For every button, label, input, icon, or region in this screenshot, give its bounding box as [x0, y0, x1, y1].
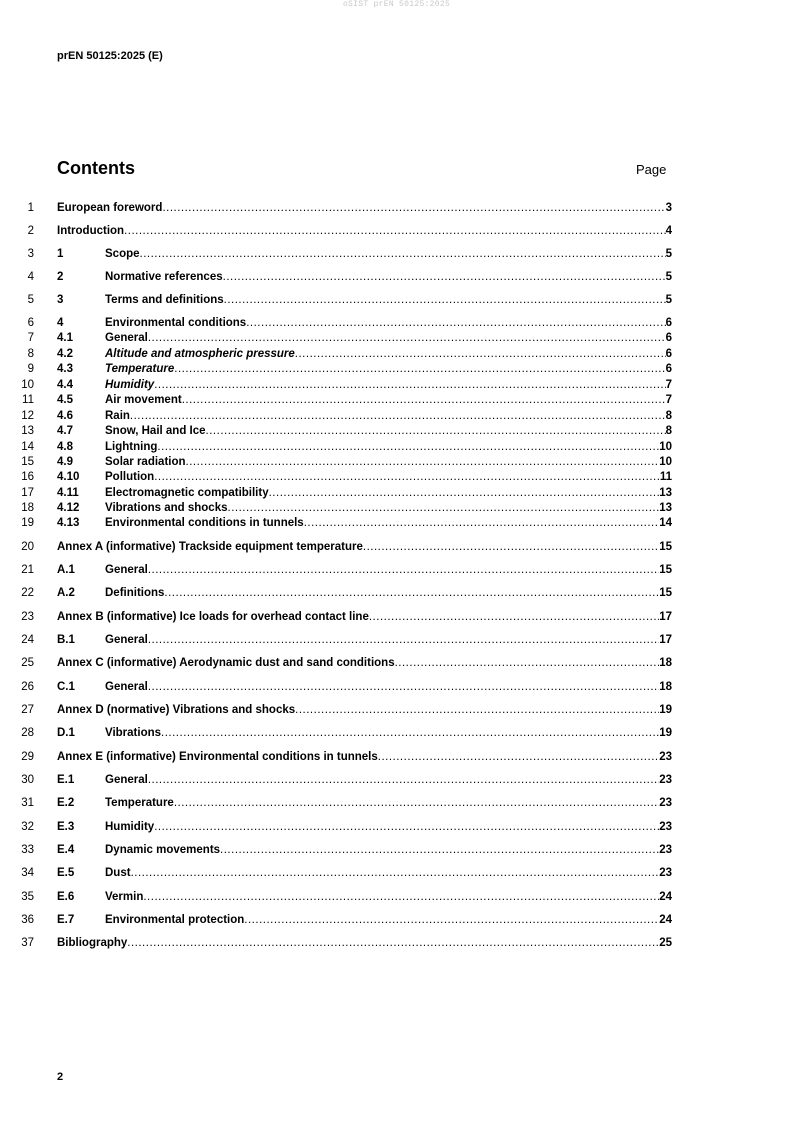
toc-entry-title: General: [105, 634, 148, 646]
toc-entry-page: 6: [665, 363, 672, 375]
toc-entry-number: 3: [57, 294, 64, 306]
toc-entry-number: E.2: [57, 797, 75, 809]
line-number: 16: [21, 471, 34, 483]
toc-entry-number: 4.2: [57, 348, 73, 360]
line-number: 23: [21, 611, 34, 623]
toc-entry-number: D.1: [57, 727, 75, 739]
toc-entry-number: 4.12: [57, 502, 80, 514]
toc-entry-title: Rain: [105, 410, 130, 422]
toc-entry-title: Environmental protection: [105, 914, 245, 926]
dot-leader: [161, 726, 659, 740]
toc-entry-page: 18: [659, 681, 672, 693]
dot-leader: [174, 796, 659, 810]
toc-entry-link[interactable]: [57, 440, 672, 454]
line-number: 12: [21, 410, 34, 422]
toc-entry-title: Altitude and atmospheric pressure: [105, 348, 295, 360]
toc-row: [0, 409, 793, 423]
toc-entry-link[interactable]: [57, 866, 672, 880]
dot-leader: [164, 586, 659, 600]
line-number: 8: [27, 348, 34, 360]
toc-entry-title: General: [105, 681, 148, 693]
toc-entry-title: Environmental conditions: [105, 317, 247, 329]
toc-entry-link[interactable]: [57, 424, 672, 438]
toc-entry-number: 4.13: [57, 517, 80, 529]
line-number: 33: [21, 844, 34, 856]
line-number: 5: [27, 294, 34, 306]
toc-entry-title: Bibliography: [57, 937, 128, 949]
toc-entry-page: 25: [659, 937, 672, 949]
line-number: 9: [27, 363, 34, 375]
toc-entry-link[interactable]: [57, 750, 672, 764]
toc-entry-link[interactable]: [57, 610, 672, 624]
line-number: 6: [27, 317, 34, 329]
toc-entry-title: General: [105, 564, 148, 576]
dot-leader: [124, 224, 666, 238]
toc-entry-title: Normative references: [105, 271, 223, 283]
toc-entry-number: A.1: [57, 564, 75, 576]
toc-entry-title: Annex D (normative) Vibrations and shocks: [57, 704, 296, 716]
toc-entry-title: Scope: [105, 248, 140, 260]
toc-entry-link[interactable]: [57, 362, 672, 376]
toc-entry-link[interactable]: [57, 633, 672, 647]
dot-leader: [378, 750, 659, 764]
toc-entry-link[interactable]: [57, 331, 672, 345]
toc-entry-title: Dust: [105, 867, 131, 879]
toc-entry-number: 4.11: [57, 487, 79, 499]
toc-entry-title: European foreword: [57, 202, 163, 214]
toc-entry-link[interactable]: [57, 563, 672, 577]
toc-entry-link[interactable]: [57, 247, 672, 261]
toc-entry-link[interactable]: [57, 820, 672, 834]
line-number: 10: [21, 379, 34, 391]
toc-entry-link[interactable]: [57, 656, 672, 670]
toc-entry-link[interactable]: [57, 843, 672, 857]
toc-entry-page: 15: [659, 564, 672, 576]
toc-entry-number: 4.8: [57, 441, 73, 453]
dot-leader: [154, 820, 659, 834]
line-number: 34: [21, 867, 34, 879]
line-number: 26: [21, 681, 34, 693]
line-number: 20: [21, 541, 34, 553]
line-number: 31: [21, 797, 34, 809]
toc-entry-title: Vibrations: [105, 727, 162, 739]
toc-entry-page: 23: [659, 867, 672, 879]
dot-leader: [295, 703, 659, 717]
toc-entry-number: E.1: [57, 774, 75, 786]
dot-leader: [363, 540, 659, 554]
toc-entry-title: Terms and definitions: [105, 294, 224, 306]
dot-leader: [148, 331, 666, 345]
line-number: 13: [21, 425, 34, 437]
line-number: 32: [21, 821, 34, 833]
line-number: 14: [21, 441, 34, 453]
line-number: 30: [21, 774, 34, 786]
dot-leader: [186, 455, 660, 469]
toc-row: [0, 424, 793, 438]
toc-entry-page: 5: [665, 294, 672, 306]
toc-row: [0, 703, 793, 717]
footer-page-number: 2: [57, 1071, 64, 1083]
toc-entry-title: General: [105, 332, 148, 344]
toc-entry-title: General: [105, 774, 148, 786]
line-number: 27: [21, 704, 34, 716]
line-number: 22: [21, 587, 34, 599]
toc-row: [0, 270, 793, 284]
contents-title: Contents: [57, 158, 135, 178]
dot-leader: [369, 610, 659, 624]
toc-entry-link[interactable]: [57, 270, 672, 284]
toc-entry-title: Pollution: [105, 471, 155, 483]
toc-row: [0, 440, 793, 454]
toc-entry-page: 4: [665, 225, 672, 237]
toc-entry-page: 18: [659, 657, 672, 669]
toc-entry-page: 24: [659, 914, 672, 926]
toc-entry-title: Dynamic movements: [105, 844, 221, 856]
toc-entry-title: Humidity: [105, 821, 155, 833]
dot-leader: [154, 470, 660, 484]
toc-entry-link[interactable]: [57, 470, 672, 484]
toc-entry-title: Temperature: [105, 797, 174, 809]
toc-entry-title: Annex A (informative) Trackside equipment temperature: [57, 541, 363, 553]
toc-entry-number: 4.7: [57, 425, 73, 437]
toc-entry-title: Environmental conditions in tunnels: [105, 517, 304, 529]
toc-entry-page: 23: [659, 821, 672, 833]
toc-row: [0, 201, 793, 215]
toc-entry-page: 15: [659, 541, 672, 553]
toc-row: [0, 563, 793, 577]
toc-entry-link[interactable]: [57, 516, 672, 530]
toc-entry-number: 4.3: [57, 363, 73, 375]
toc-entry-title: Temperature: [105, 363, 175, 375]
toc-row: [0, 293, 793, 307]
toc-row: [0, 890, 793, 904]
toc-entry-number: E.4: [57, 844, 75, 856]
dot-leader: [143, 890, 659, 904]
dot-leader: [148, 563, 659, 577]
toc-entry-link[interactable]: [57, 773, 672, 787]
dot-leader: [246, 316, 665, 330]
toc-entry-link[interactable]: [57, 726, 672, 740]
line-number: 4: [27, 271, 34, 283]
toc-row: [0, 726, 793, 740]
dot-leader: [127, 936, 659, 950]
dot-leader: [131, 866, 660, 880]
toc-entry-number: 4.10: [57, 471, 80, 483]
toc-entry-title: Humidity: [105, 379, 155, 391]
toc-entry-page: 17: [659, 611, 672, 623]
toc-entry-page: 14: [659, 517, 672, 529]
dot-leader: [395, 656, 660, 670]
document-id: prEN 50125:2025 (E): [57, 50, 163, 62]
toc-entry-link[interactable]: [57, 224, 672, 238]
toc-entry-page: 23: [659, 797, 672, 809]
toc-row: [0, 393, 793, 407]
toc-row: [0, 486, 793, 500]
toc-entry-page: 5: [665, 271, 672, 283]
dot-leader: [148, 633, 659, 647]
dot-leader: [148, 680, 659, 694]
toc-entry-page: 23: [659, 844, 672, 856]
toc-entry-page: 17: [659, 634, 672, 646]
toc-entry-link[interactable]: [57, 393, 672, 407]
toc-row: [0, 224, 793, 238]
toc-entry-link[interactable]: [57, 316, 672, 330]
line-number: 37: [21, 937, 34, 949]
dot-leader: [174, 362, 665, 376]
toc-entry-page: 8: [665, 425, 672, 437]
toc-entry-title: Vermin: [105, 891, 144, 903]
line-number: 17: [21, 487, 34, 499]
toc-entry-page: 24: [659, 891, 672, 903]
dot-leader: [157, 440, 659, 454]
toc-entry-number: B.1: [57, 634, 75, 646]
toc-row: [0, 843, 793, 857]
line-number: 3: [27, 248, 34, 260]
line-number: 7: [27, 332, 34, 344]
toc-entry-title: Air movement: [105, 394, 182, 406]
toc-entry-page: 6: [665, 332, 672, 344]
line-number: 29: [21, 751, 34, 763]
dot-leader: [223, 270, 666, 284]
toc-entry-link[interactable]: [57, 455, 672, 469]
toc-row: [0, 796, 793, 810]
toc-entry-title: Lightning: [105, 441, 158, 453]
dot-leader: [140, 247, 666, 261]
line-number: 15: [21, 456, 34, 468]
toc-entry-link[interactable]: [57, 586, 672, 600]
line-number: 11: [22, 394, 34, 406]
toc-entry-number: E.7: [57, 914, 75, 926]
toc-entry-page: 11: [659, 471, 672, 483]
toc-entry-number: 4.9: [57, 456, 73, 468]
toc-entry-number: 4.6: [57, 410, 73, 422]
toc-entry-link[interactable]: [57, 680, 672, 694]
toc-row: [0, 347, 793, 361]
toc-entry-number: 4.5: [57, 394, 73, 406]
toc-entry-title: Annex E (informative) Environmental conditions in tunnels: [57, 751, 378, 763]
line-number: 19: [21, 517, 34, 529]
toc-entry-title: Snow, Hail and Ice: [105, 425, 206, 437]
dot-leader: [228, 501, 660, 515]
toc-entry-title: Vibrations and shocks: [105, 502, 228, 514]
dot-leader: [244, 913, 659, 927]
toc-entry-page: 3: [665, 202, 672, 214]
toc-entry-page: 5: [665, 248, 672, 260]
line-number: 21: [21, 564, 34, 576]
line-number: 28: [21, 727, 34, 739]
toc-row: [0, 362, 793, 376]
toc-entry-link[interactable]: [57, 201, 672, 215]
watermark: oSIST prEN 50125:2025: [342, 0, 451, 9]
toc-row: [0, 331, 793, 345]
toc-entry-page: 6: [665, 348, 672, 360]
toc-entry-title: Definitions: [105, 587, 165, 599]
toc-entry-page: 23: [659, 751, 672, 763]
toc-entry-page: 8: [665, 410, 672, 422]
toc-entry-page: 15: [659, 587, 672, 599]
dot-leader: [206, 424, 666, 438]
dot-leader: [154, 378, 665, 392]
toc-row: [0, 586, 793, 600]
toc-entry-link[interactable]: [57, 409, 672, 423]
toc-entry-number: 2: [57, 271, 64, 283]
toc-entry-page: 7: [665, 379, 672, 391]
toc-entry-page: 19: [659, 704, 672, 716]
dot-leader: [130, 409, 666, 423]
line-number: 1: [27, 202, 34, 214]
line-number: 2: [27, 225, 34, 237]
line-number: 18: [21, 502, 34, 514]
dot-leader: [182, 393, 666, 407]
toc-row: [0, 633, 793, 647]
toc-entry-title: Electromagnetic compatibility: [105, 487, 269, 499]
toc-row: [0, 470, 793, 484]
line-number: 36: [21, 914, 34, 926]
toc-row: [0, 750, 793, 764]
toc-entry-number: A.2: [57, 587, 75, 599]
toc-row: [0, 610, 793, 624]
toc-row: [0, 501, 793, 515]
dot-leader: [224, 293, 666, 307]
toc-entry-number: 4: [57, 317, 64, 329]
dot-leader: [304, 516, 659, 530]
toc-row: [0, 680, 793, 694]
line-number: 24: [21, 634, 34, 646]
toc-entry-page: 10: [659, 456, 672, 468]
toc-entry-title: Annex B (informative) Ice loads for overhead contact line: [57, 611, 369, 623]
toc-entry-link[interactable]: [57, 796, 672, 810]
toc-entry-number: E.5: [57, 867, 75, 879]
toc-entry-title: Solar radiation: [105, 456, 186, 468]
dot-leader: [269, 486, 660, 500]
toc-row: [0, 247, 793, 261]
toc-entry-link[interactable]: [57, 703, 672, 717]
toc-entry-link[interactable]: [57, 378, 672, 392]
toc-row: [0, 540, 793, 554]
dot-leader: [295, 347, 666, 361]
toc-entry-page: 10: [659, 441, 672, 453]
toc-entry-link[interactable]: [57, 936, 672, 950]
toc-entry-title: Introduction: [57, 225, 125, 237]
line-number: 25: [21, 657, 34, 669]
toc-entry-link[interactable]: [57, 486, 672, 500]
dot-leader: [220, 843, 659, 857]
toc-entry-number: E.3: [57, 821, 75, 833]
page-column-label: Page: [636, 162, 667, 177]
toc-entry-link[interactable]: [57, 501, 672, 515]
toc-entry-number: 1: [57, 248, 64, 260]
toc-row: [0, 378, 793, 392]
toc-entry-title: Annex C (informative) Aerodynamic dust and sand conditions: [57, 657, 395, 669]
toc-row: [0, 913, 793, 927]
toc-entry-link[interactable]: [57, 890, 672, 904]
line-number: 35: [21, 891, 34, 903]
toc-row: [0, 773, 793, 787]
toc-entry-page: 13: [659, 487, 672, 499]
toc-row: [0, 516, 793, 530]
dot-leader: [148, 773, 659, 787]
toc-entry-number: C.1: [57, 681, 75, 693]
toc-entry-number: 4.4: [57, 379, 73, 391]
toc-entry-page: 7: [665, 394, 672, 406]
toc-entry-link[interactable]: [57, 293, 672, 307]
toc-entry-number: E.6: [57, 891, 75, 903]
toc-row: [0, 455, 793, 469]
toc-entry-page: 19: [659, 727, 672, 739]
toc-row: [0, 936, 793, 950]
toc-entry-page: 23: [659, 774, 672, 786]
toc-entry-link[interactable]: [57, 347, 672, 361]
dot-leader: [162, 201, 665, 215]
toc-row: [0, 866, 793, 880]
toc-entry-number: 4.1: [57, 332, 73, 344]
toc-entry-page: 6: [665, 317, 672, 329]
toc-entry-page: 13: [659, 502, 672, 514]
toc-row: [0, 820, 793, 834]
toc-entry-link[interactable]: [57, 913, 672, 927]
toc-row: [0, 316, 793, 330]
toc-row: [0, 656, 793, 670]
toc-entry-link[interactable]: [57, 540, 672, 554]
